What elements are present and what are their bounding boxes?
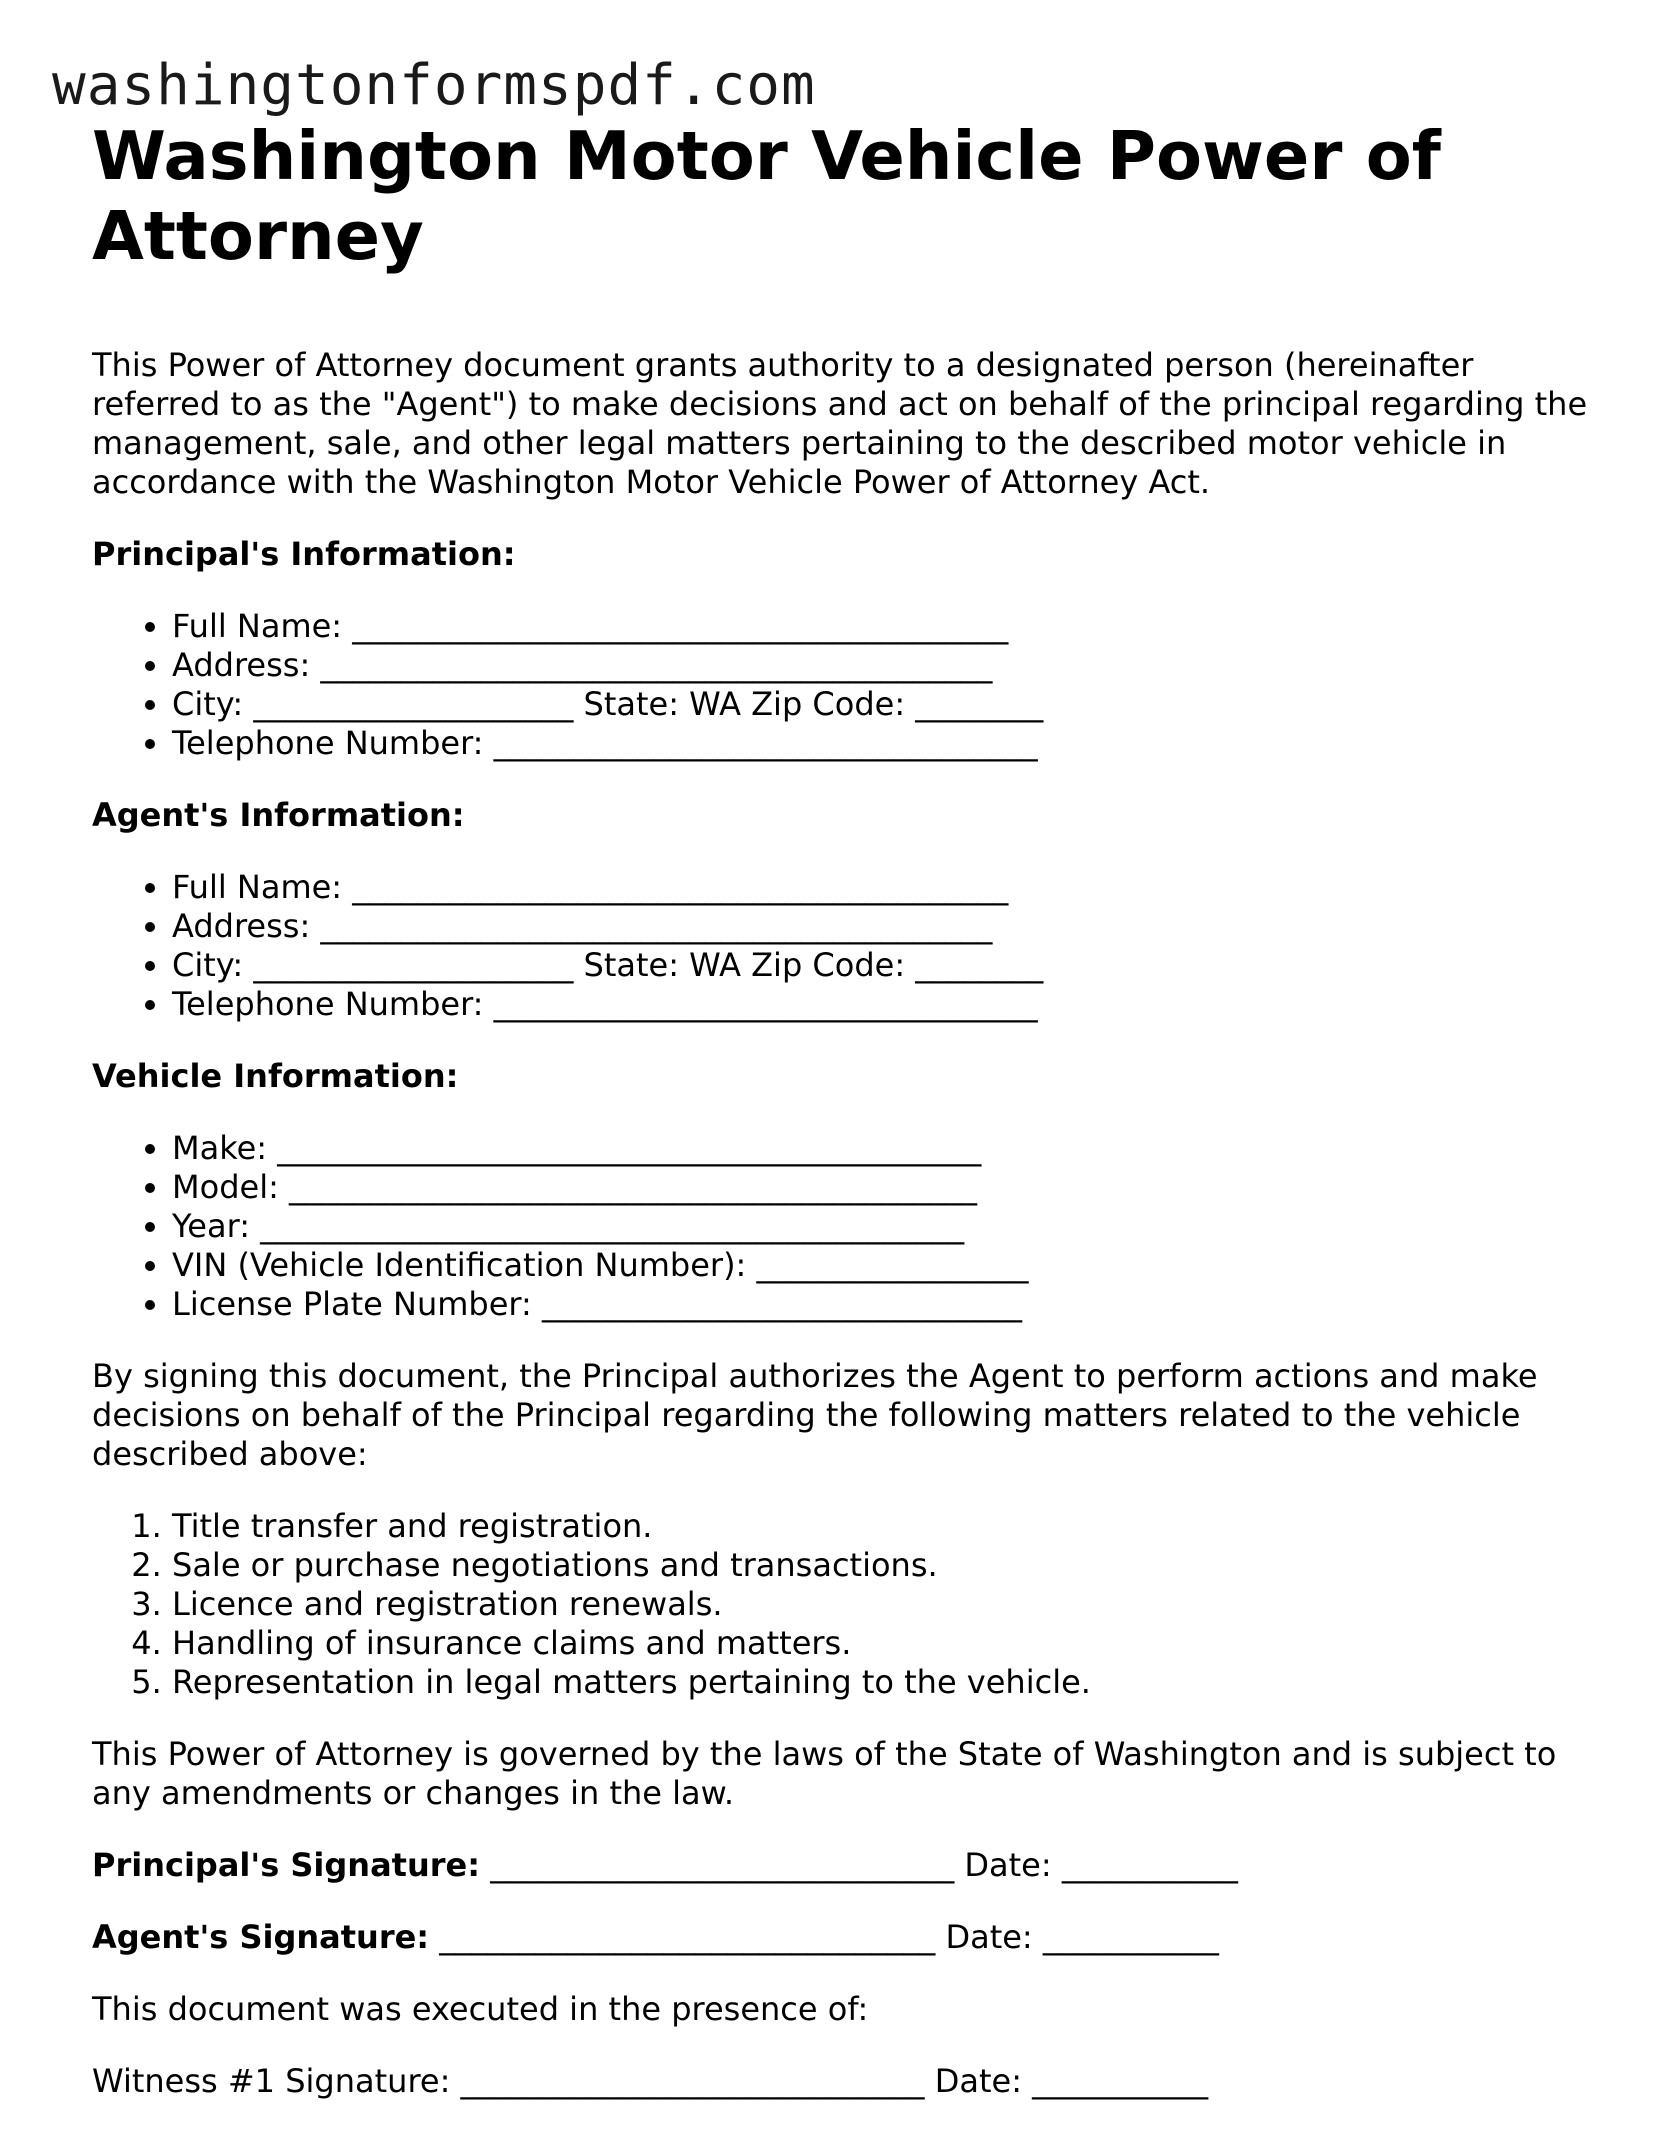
vehicle-fields [92, 1129, 1592, 1324]
matter-item: 4. Handling of insurance claims and matters. [172, 1624, 1592, 1663]
principal-telephone-field[interactable]: • Telephone Number: __________________________________ [172, 724, 1592, 763]
principal-city-state-zip-field[interactable]: • City: ____________________ State: WA Zip Code: ________ [172, 685, 1592, 724]
site-watermark: washingtonformspdf.com [52, 53, 816, 118]
vehicle-heading: Vehicle Information: [92, 1057, 459, 1095]
governing-law-paragraph: This Power of Attorney is governed by the laws of the State of Washington and is subject to any amendments or changes in the law. [92, 1735, 1557, 1812]
matter-item: 5. Representation in legal matters pertaining to the vehicle. [172, 1663, 1592, 1702]
principal-full-name-field[interactable]: • Full Name: _________________________________________ [172, 607, 1592, 646]
intro-paragraph: This Power of Attorney document grants authority to a designated person (hereinafter referred to as the "Agent") to make decisions and act on behalf of the principal regarding the management, sale, and other legal matters pertaining to the described motor vehicle in accordance with the Washington Motor Vehicle Power of Attorney Act. [92, 346, 1588, 501]
matter-item: 1. Title transfer and registration. [172, 1507, 1592, 1546]
agent-full-name-field[interactable]: • Full Name: _________________________________________ [172, 868, 1592, 907]
presence-statement: This document was executed in the presence of: [92, 1990, 869, 2028]
matter-item: 2. Sale or purchase negotiations and transactions. [172, 1546, 1592, 1585]
agent-city-state-zip-field[interactable]: • City: ____________________ State: WA Zip Code: ________ [172, 946, 1592, 985]
document-page [92, 116, 1592, 2101]
principal-address-field[interactable]: • Address: __________________________________________ [172, 646, 1592, 685]
agent-signature-blank[interactable]: _______________________________ Date: ___________ [429, 1918, 1219, 1956]
vehicle-vin-field[interactable]: • VIN (Vehicle Identification Number): _________________ [172, 1246, 1592, 1285]
vehicle-model-field[interactable]: • Model: ___________________________________________ [172, 1168, 1592, 1207]
vehicle-year-field[interactable]: • Year: ____________________________________________ [172, 1207, 1592, 1246]
vehicle-license-plate-field[interactable]: • License Plate Number: ______________________________ [172, 1285, 1592, 1324]
principal-signature-label: Principal's Signature: [92, 1846, 481, 1884]
agent-signature-label: Agent's Signature: [92, 1918, 430, 1956]
principal-signature-blank[interactable]: _____________________________ Date: ___________ [480, 1846, 1238, 1884]
document-title: Washington Motor Vehicle Power of Attorney [92, 117, 1441, 275]
agent-telephone-field[interactable]: • Telephone Number: __________________________________ [172, 985, 1592, 1024]
principal-fields [92, 607, 1592, 763]
witness1-signature-line[interactable]: Witness #1 Signature: _____________________________ Date: ___________ [92, 2062, 1209, 2100]
agent-signature-line[interactable] [92, 1918, 1592, 1957]
matters-list [92, 1507, 1592, 1702]
authorization-paragraph: By signing this document, the Principal authorizes the Agent to perform actions and make decisions on behalf of the Principal regarding the following matters related to the vehicle described above: [92, 1357, 1538, 1473]
agent-fields [92, 868, 1592, 1024]
vehicle-make-field[interactable]: • Make: ____________________________________________ [172, 1129, 1592, 1168]
matter-item: 3. Licence and registration renewals. [172, 1585, 1592, 1624]
principal-heading: Principal's Information: [92, 535, 516, 573]
agent-heading: Agent's Information: [92, 796, 465, 834]
agent-address-field[interactable]: • Address: __________________________________________ [172, 907, 1592, 946]
principal-signature-line[interactable] [92, 1846, 1592, 1885]
